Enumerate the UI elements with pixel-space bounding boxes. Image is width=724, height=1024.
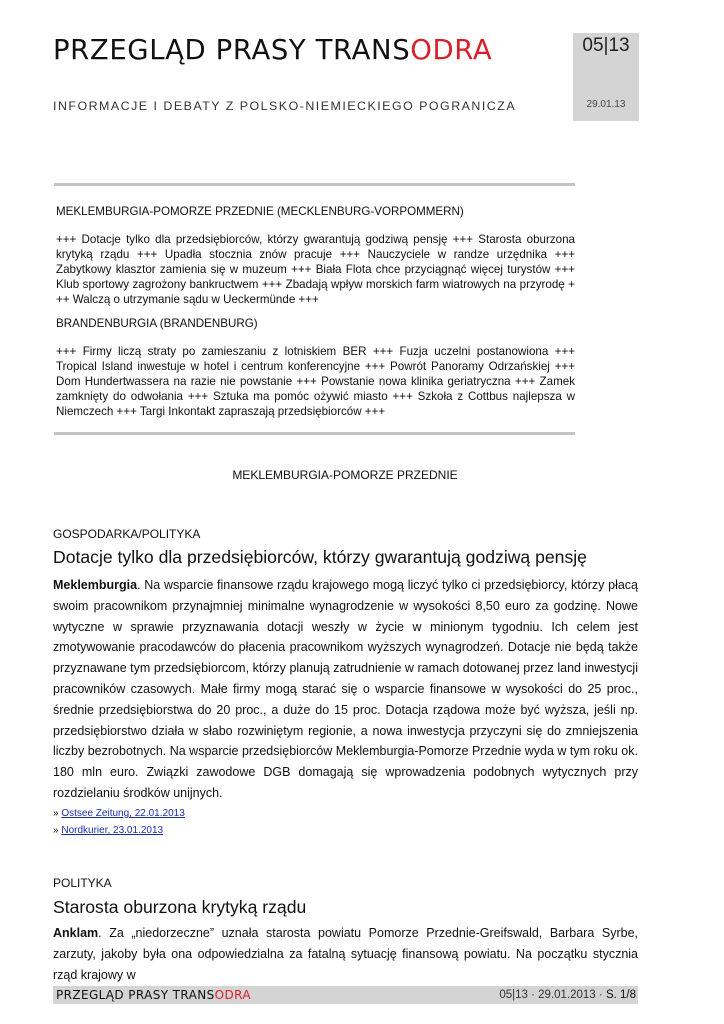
masthead-title-main: PRZEGLĄD PRASY TRANS — [53, 34, 411, 66]
summary-section-text-mv: +++ Dotacje tylko dla przedsiębiorców, którzy gwarantują godziwą pensję +++ Starosta oburzona krytyką rządu +++ Upadła stocznia znów pracuje +++ Nauczyciele w randze urzędnika +++ Zabytkowy klasztor zamienia się w muzeum +++ Biała Flota chce przyciągnąć więcej turystów +++ Klub sportowy zagrożony bankructwem +++ Zbadają wpływ morskich farm wiatrowych na przyrodę + ++ Walczą o utrzymanie sądu w Ueckermünde +++ — [56, 233, 575, 306]
footer-title — [56, 988, 251, 1002]
section-title: MEKLEMBURGIA-POMORZE PRZEDNIE — [232, 468, 458, 482]
summary-bottom-divider — [54, 432, 575, 435]
source-link[interactable]: Ostsee Zeitung, 22.01.2013 — [61, 808, 185, 819]
summary-section-title-bb: BRANDENBURGIA (BRANDENBURG) — [56, 317, 258, 330]
source-link[interactable]: Nordkurier, 23.01.2013 — [61, 825, 164, 836]
masthead-title-accent: ODRA — [410, 34, 493, 66]
source-prefix: » — [53, 825, 62, 836]
footer-title-accent: ODRA — [214, 988, 252, 1002]
summary-section-title-mv: MEKLEMBURGIA-POMORZE PRZEDNIE (MECKLENBURG-VORPOMMERN) — [56, 205, 464, 218]
article-category: POLITYKA — [53, 876, 112, 890]
article-body-text: . Za „niedorzeczne” uznała starosta powiatu Pomorze Przednie-Greifswald, Barbara Syrbe, zarzuty, jakoby była ona odpowiedzialna za fatalną sytuację finansową powiatu. Na początku stycznia rząd krajowy w — [53, 926, 638, 982]
source-prefix: » — [53, 808, 62, 819]
source-line — [53, 808, 185, 819]
page-number: S. 1/8 — [605, 989, 636, 1001]
article-headline: Starosta oburzona krytyką rządu — [53, 897, 307, 917]
article-dateline: Anklam — [53, 926, 99, 940]
masthead-title — [53, 34, 553, 66]
issue-date: 29.01.13 — [586, 99, 626, 110]
article-dateline: Meklemburgia — [53, 578, 138, 592]
source-line — [53, 825, 163, 836]
summary-section-text-bb: +++ Firmy liczą straty po zamieszaniu z lotniskiem BER +++ Fuzja uczelni postanowiona +++ Tropical Island inwestuje w hotel i centrum konferencyjne +++ Powrót Panoramy Odrzańskiej +++ Dom Hundertwassera na razie nie powstanie +++ Powstanie nowa klinika geriatryczna +++ Zamek zamknięty do odwołania +++ Sztuka ma pomóc ożywić miasto +++ Szkoła z Cottbus najlepsza w Niemczech +++ Targi Inkontakt zapraszają przedsiębiorców +++ — [56, 345, 575, 418]
masthead-subtitle: INFORMACJE I DEBATY Z POLSKO-NIEMIECKIEGO POGRANICZA — [53, 99, 517, 113]
article-body — [53, 575, 638, 804]
article-category: GOSPODARKA/POLITYKA — [53, 527, 201, 541]
article-body-text: . Na wsparcie finansowe rządu krajowego mogą liczyć tylko ci przedsiębiorcy, którzy płacą swoim pracownikom przynajmniej minimalne wynagrodzenie w wysokości 8,50 euro za godzinę. Nowe wytyczne w sprawie przyznawania dotacji weszły w życie w minionym tygodniu. Ich celem jest zmotywowanie pracodawców do płacenia pracownikom wyższych wynagrodzeń. Dotacje nie będą także przyznawane tym przedsiębiorcom, którzy planują zatrudnienie w ramach dotowanej przez land inwestycji pracowników czasowych. Małe firmy mogą starać się o wsparcie finansowe w wysokości do 25 proc., średnie przedsiębiorstwa do 20 proc., a duże do 15 proc. Dotacja rządowa może być wyższa, jeśli np. przedsiębiorstwo działa w słabo rozwiniętym regionie, a nowa inwestycja przyczyni się do zmniejszenia liczby bezrobotnych. Na wsparcie przedsiębiorców Meklemburgia-Pomorze Przednie wyda w tym roku ok. 180 mln euro. Związki zawodowe DGB domagają się wprowadzenia podobnych wytycznych przy rozdzielaniu środków unijnych. — [53, 578, 638, 800]
issue-number: 05|13 — [582, 35, 630, 56]
article-headline: Dotacje tylko dla przedsiębiorców, którzy gwarantują godziwą pensję — [53, 547, 587, 567]
footer-issue-date: 05|13 · 29.01.2013 · — [499, 989, 606, 1001]
footer-title-main: PRZEGLĄD PRASY TRANS — [56, 988, 215, 1002]
footer-meta — [499, 989, 636, 1001]
summary-top-divider — [54, 183, 575, 186]
article-body — [53, 923, 638, 985]
